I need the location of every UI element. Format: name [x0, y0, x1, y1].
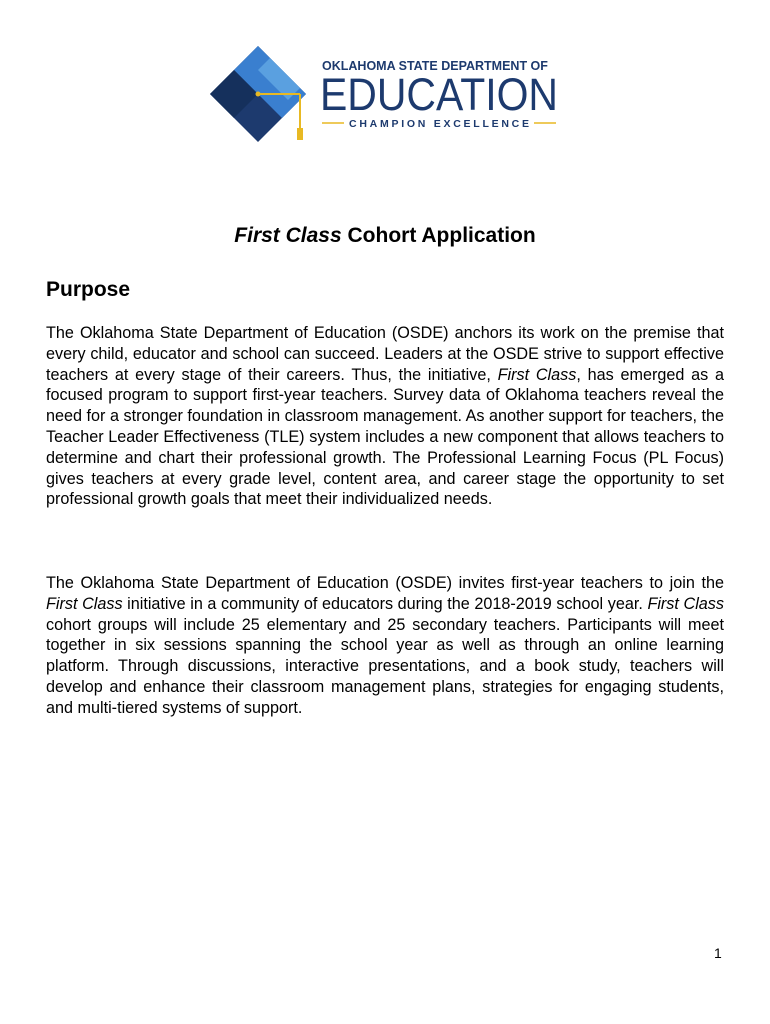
- p2-italic-1: First Class: [46, 594, 123, 613]
- tassel-button: [256, 92, 261, 97]
- title-rest: Cohort Application: [341, 224, 536, 247]
- p2-italic-2: First Class: [647, 594, 724, 613]
- p1-text-a: The Oklahoma State Department of Education (OSDE) anchors its work on the premise that every child, educator and school can succeed. Leaders at the OSDE strive to support effective teachers at every stage of their careers. Thus, the initiative,: [46, 324, 724, 384]
- paragraph-2: [46, 573, 724, 719]
- p1-italic: First Class: [497, 365, 577, 384]
- p2-text-b: initiative in a community of educators during the 2018-2019 school year.: [122, 594, 648, 613]
- p1-text-b: , has emerged as a focused program to support first-year teachers. Survey data of Oklahoma teachers reveal the need for a stronger foundation in classroom management. As another support for teachers, the Teacher Leader Effectiveness (TLE) system includes a new component that allows teachers to determine and chart their professional growth. The Professional Learning Focus (PL Focus) gives teachers at every grade level, content area, and career stage the opportunity to set professional growth goals that meet their individualized needs.: [46, 365, 724, 509]
- logo-line1: OKLAHOMA STATE DEPARTMENT OF: [322, 59, 548, 73]
- osde-logo: [210, 44, 570, 144]
- logo-line2: EDUCATION: [320, 69, 558, 120]
- page-title: [0, 222, 770, 250]
- title-italic: First Class: [234, 224, 342, 247]
- tassel-end: [297, 128, 303, 140]
- purpose-heading: Purpose: [46, 278, 131, 301]
- p2-text-c: cohort groups will include 25 elementary and 25 secondary teachers. Participants will meet together in six sessions spanning the school year as well as through an online learning platform. Through discussions, interactive presentations, and a book study, teachers will develop and enhance their classroom management plans, strategies for engaging students, and multi-tiered systems of support.: [46, 615, 724, 717]
- paragraph-1: [46, 323, 724, 510]
- logo-tagline: CHAMPION EXCELLENCE: [349, 118, 529, 130]
- logo-graphic: [210, 44, 570, 144]
- page-number: 1: [714, 945, 722, 961]
- p2-text-a: The Oklahoma State Department of Education (OSDE) invites first-year teachers to join the: [46, 574, 724, 592]
